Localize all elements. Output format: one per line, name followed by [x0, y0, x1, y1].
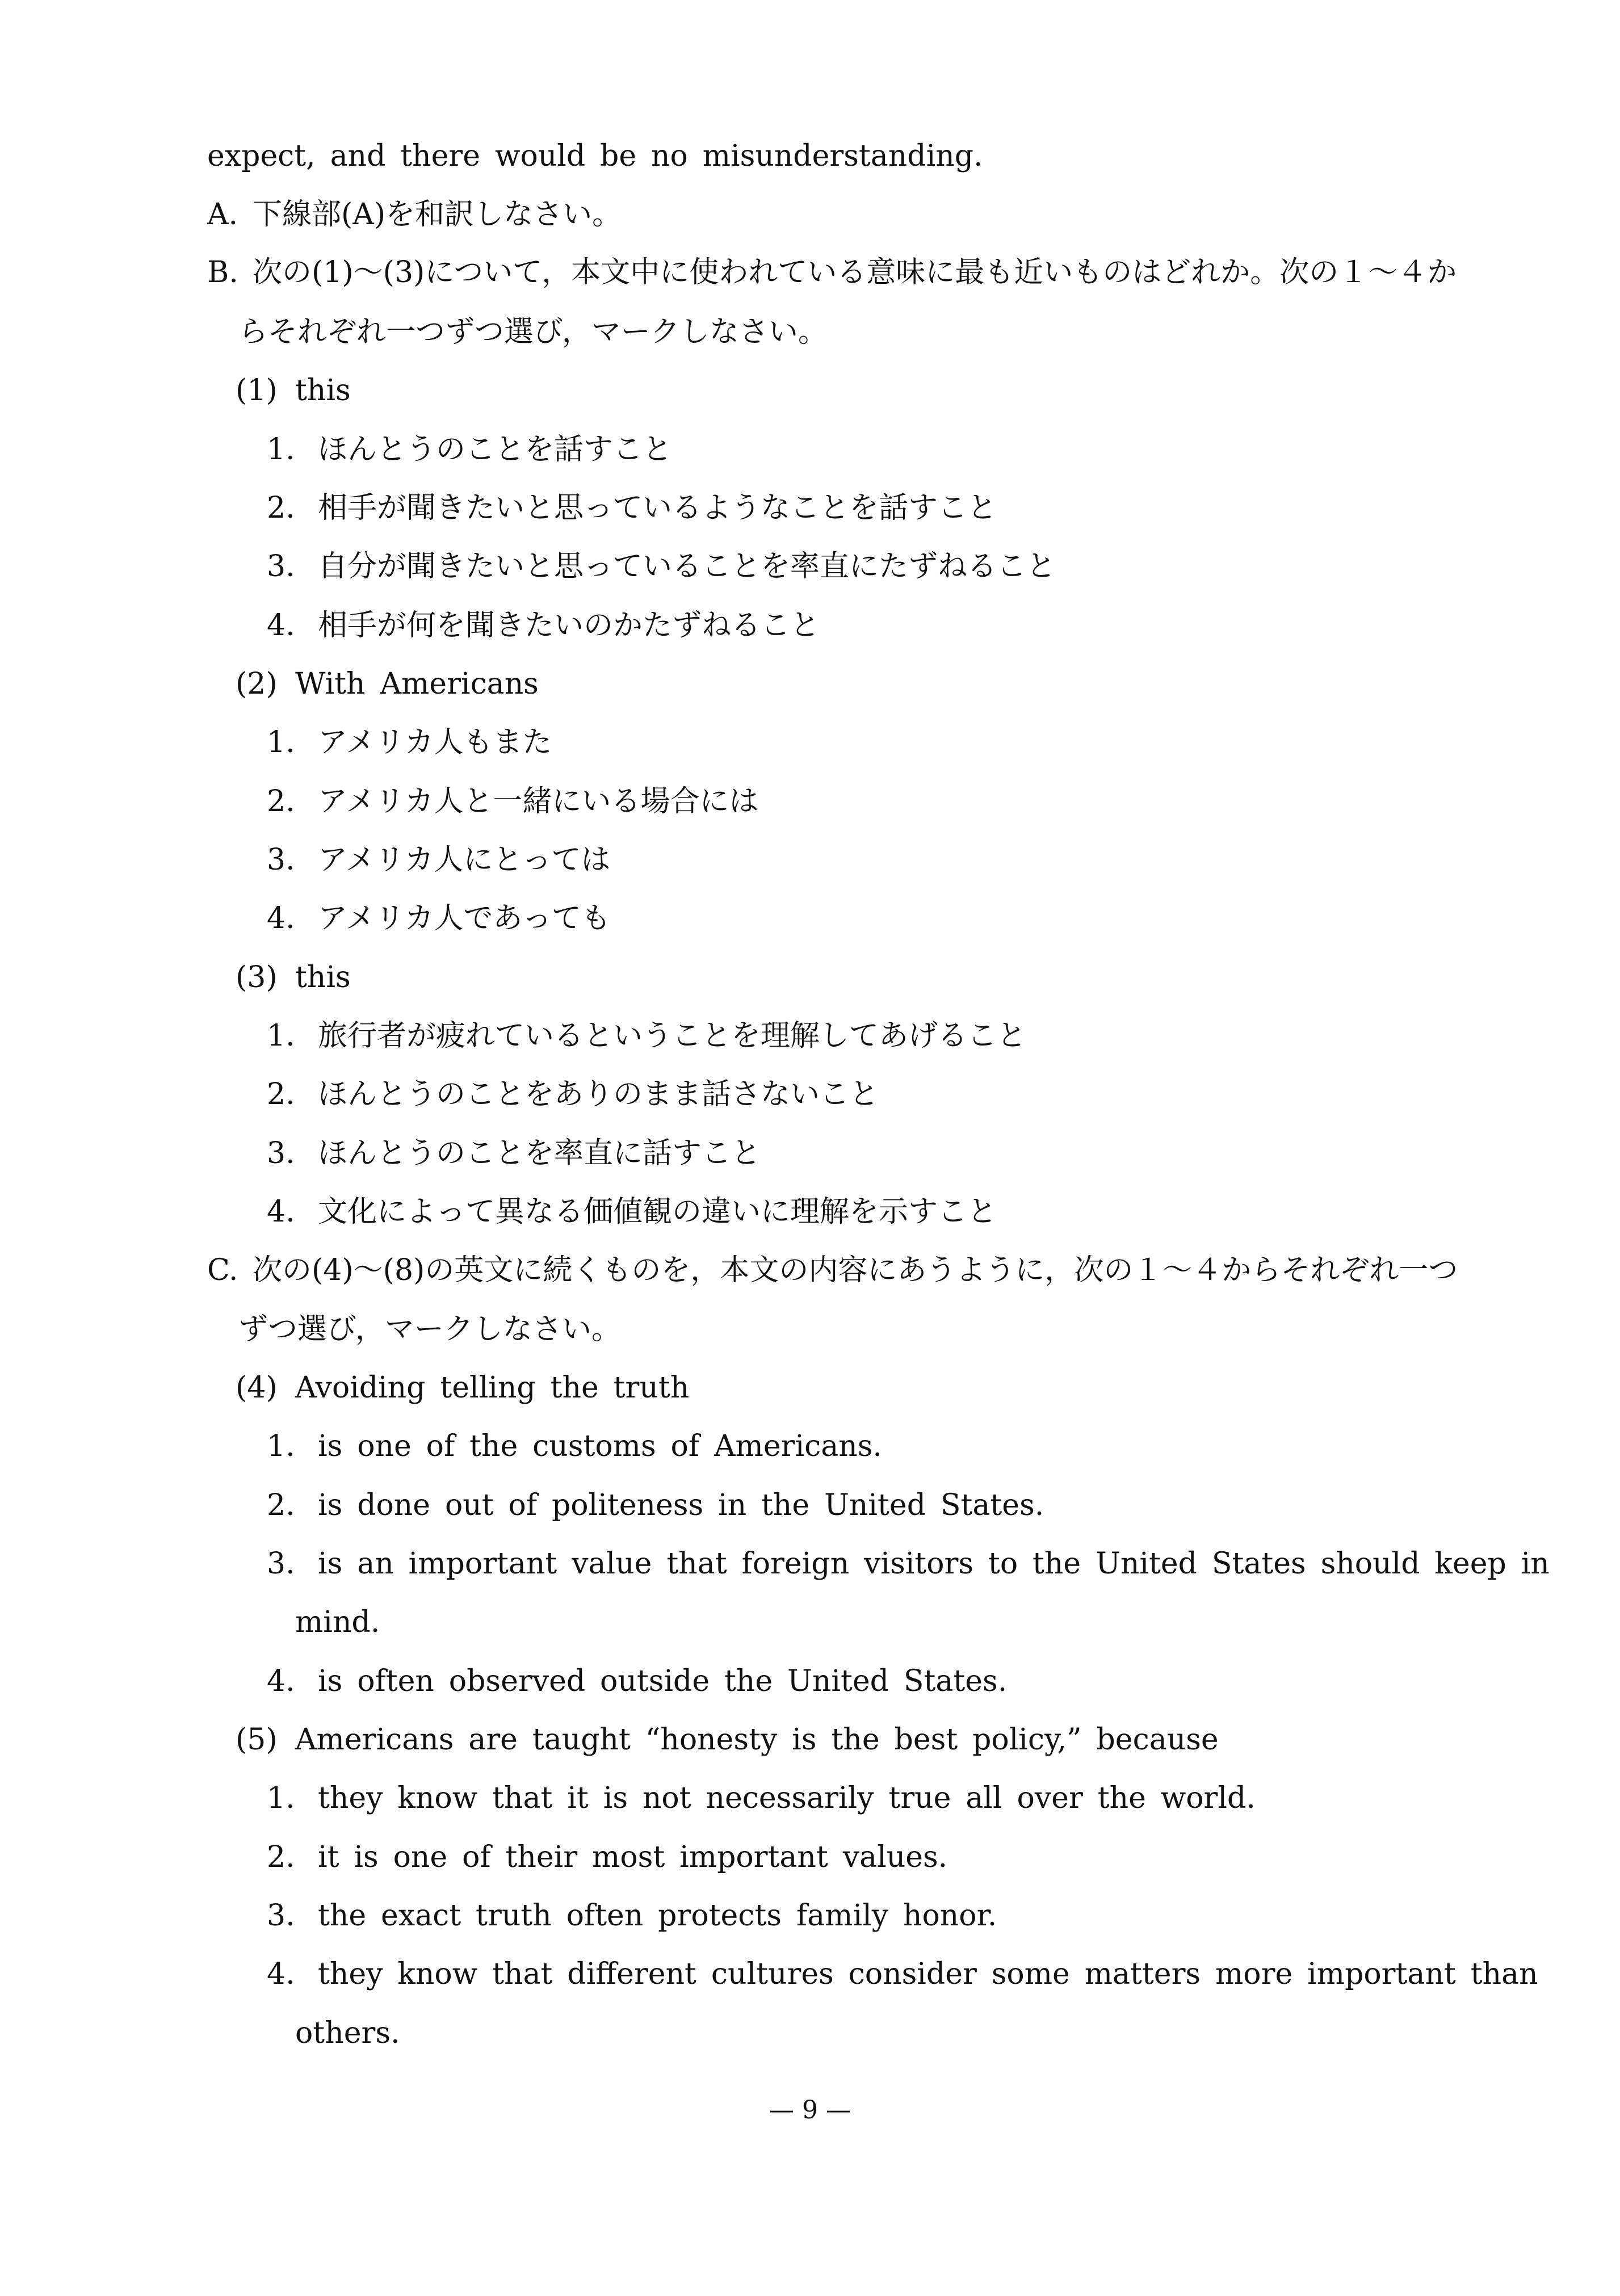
part-c-text-2: ずつ選び，マークしなさい。 — [238, 1312, 621, 1346]
question-1-stem: this — [295, 373, 351, 408]
question-3-stem: this — [295, 960, 351, 994]
part-a-instruction — [207, 192, 622, 237]
part-b-text-1: 次の(1)～(3)について，本文中に使われている意味に最も近いものはどれか。次の１～４か — [253, 255, 1457, 289]
q5-option-4-continued: others. — [295, 2016, 400, 2050]
question-2-stem: With Americans — [295, 667, 539, 701]
q4-option-4: 4. is often observed outside the United States. — [267, 1664, 1008, 1698]
part-c-instruction — [207, 1248, 1458, 1293]
q2-option-3: 3. アメリカ人にとっては — [267, 843, 611, 877]
part-b-instruction — [207, 250, 1457, 295]
question-3-number: (3) — [236, 960, 278, 994]
page-number: — 9 — — [769, 2096, 851, 2125]
question-4 — [236, 1365, 689, 1411]
part-a-marker: A. — [207, 198, 238, 232]
question-1 — [236, 368, 351, 413]
q4-option-1: 1. is one of the customs of Americans. — [267, 1429, 882, 1463]
q5-option-2: 2. it is one of their most important values. — [267, 1840, 948, 1874]
q5-option-3: 3. the exact truth often protects family honor. — [267, 1899, 997, 1933]
q1-option-3: 3. 自分が聞きたいと思っていることを率直にたずねること — [267, 549, 1056, 584]
part-b-marker: B. — [207, 255, 238, 289]
q5-option-4: 4. they know that different cultures consider some matters more important than — [267, 1957, 1538, 1991]
q1-option-2: 2. 相手が聞きたいと思っているようなことを話すこと — [267, 491, 997, 525]
q3-option-4: 4. 文化によって異なる価値観の違いに理解を示すこと — [267, 1195, 997, 1229]
question-2-number: (2) — [236, 667, 278, 701]
question-4-stem: Avoiding telling the truth — [295, 1371, 690, 1405]
part-c-text-1: 次の(4)～(8)の英文に続くものを，本文の内容にあうように，次の１～４からそれぞれ一つ — [253, 1253, 1458, 1287]
q4-option-3: 3. is an important value that foreign visitors to the United States should keep in — [267, 1547, 1550, 1581]
q1-option-4: 4. 相手が何を聞きたいのかたずねること — [267, 608, 820, 643]
question-4-number: (4) — [236, 1371, 278, 1405]
question-5 — [236, 1717, 1219, 1762]
q3-option-1: 1. 旅行者が疲れているということを理解してあげること — [267, 1019, 1027, 1053]
q3-option-2: 2. ほんとうのことをありのまま話さないこと — [267, 1077, 879, 1111]
q2-option-1: 1. アメリカ人もまた — [267, 725, 552, 759]
question-5-stem: Americans are taught “honesty is the best policy,” because — [295, 1723, 1219, 1757]
q3-option-3: 3. ほんとうのことを率直に話すこと — [267, 1136, 761, 1170]
part-c-marker: C. — [207, 1253, 238, 1287]
q2-option-4: 4. アメリカ人であっても — [267, 901, 611, 935]
passage-tail: expect, and there would be no misunderstanding. — [207, 139, 983, 173]
question-5-number: (5) — [236, 1723, 278, 1757]
q2-option-2: 2. アメリカ人と一緒にいる場合には — [267, 784, 759, 818]
q4-option-2: 2. is done out of politeness in the United States. — [267, 1488, 1044, 1522]
part-b-text-2: らそれぞれ一つずつ選び，マークしなさい。 — [238, 315, 828, 349]
q4-option-3-continued: mind. — [295, 1605, 380, 1639]
question-2 — [236, 661, 539, 707]
question-1-number: (1) — [236, 373, 278, 408]
q5-option-1: 1. they know that it is not necessarily true all over the world. — [267, 1781, 1256, 1815]
q1-option-1: 1. ほんとうのことを話すこと — [267, 433, 673, 467]
part-a-text: 下線部(A)を和訳しなさい。 — [253, 198, 622, 232]
question-3 — [236, 955, 351, 1000]
